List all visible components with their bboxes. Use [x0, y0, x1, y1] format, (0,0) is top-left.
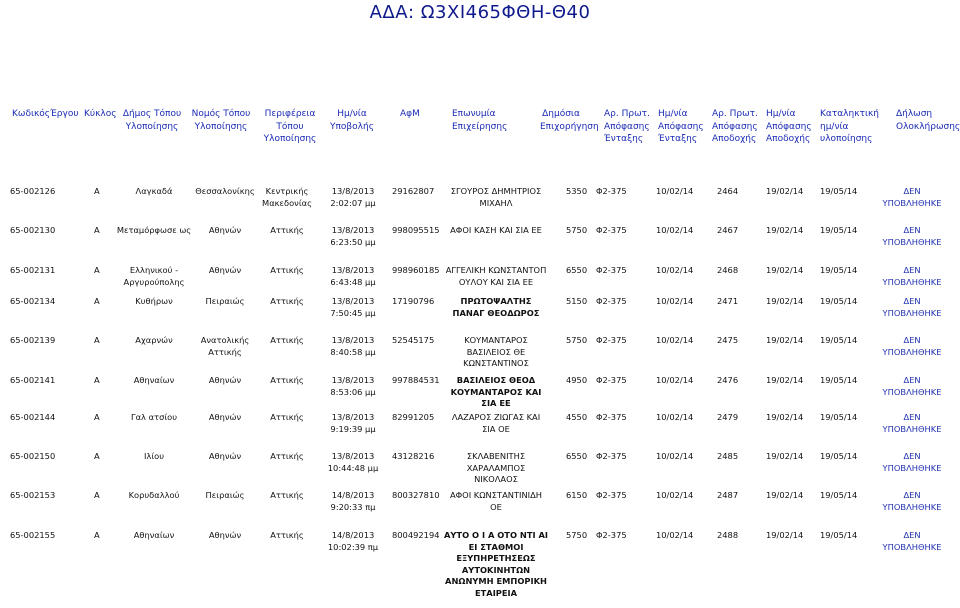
cell-date-entaxis: 10/02/14 [656, 490, 694, 500]
cell-nomos: Αθηνών [208, 265, 242, 275]
cell-date-entaxis: 10/02/14 [656, 186, 694, 196]
cell-perifereia: Αττικής [270, 530, 304, 540]
cell-time: 10:44:48 μμ [327, 462, 379, 473]
cell-prot-entaxis: Φ2-375 [596, 490, 627, 500]
cell-date-apodoxis: 19/02/14 [766, 265, 804, 275]
cell-name: ΚΟΥΜΑΝΤΑΡΟΣ ΒΑΣΙΛΕΙΟΣ ΘΕ ΚΩΝΣΤΑΝΤΙΝΟΣ [463, 335, 529, 368]
cell-afm: 29162807 [392, 186, 435, 196]
cell-subsidy: 4950 [566, 375, 588, 385]
cell-prot-entaxis: Φ2-375 [596, 296, 627, 306]
cell-name: ΛΑΖΑΡΟΣ ΖΙΩΓΑΣ ΚΑΙ ΣΙΑ ΟΕ [451, 412, 541, 434]
cell-nomos: Θεσσαλονίκης [195, 186, 255, 196]
cell-prot-apodoxis: 2487 [717, 490, 739, 500]
cell-afm: 43128216 [392, 451, 435, 461]
cell-date: 13/8/2013 [331, 375, 375, 385]
cell-submission-datetime [326, 530, 380, 553]
cell-time: 7:50:45 μμ [330, 307, 376, 318]
cell-afm: 800492194 [392, 530, 440, 540]
cell-deadline: 19/05/14 [820, 225, 858, 235]
cell-nomos: Αθηνών [208, 530, 242, 540]
cell-cycle: Α [94, 375, 100, 385]
cell-submission-datetime [326, 225, 380, 248]
cell-cycle: Α [94, 490, 100, 500]
cell-code: 65-002130 [10, 225, 56, 235]
cell-name: ΑΥΤΟ Ο Ι Α ΟΤΟ ΝΤΙ ΑΙ ΕΙ ΣΤΑΘΜΟΙ ΕΞΥΠΗΡΕΤΗΣΕΩΣ ΑΥΤΟΚΙΝΗΤΩΝ ΑΝΩΝΥΜΗ ΕΜΠΟΡΙΚΗ ΕΤΑΙΡΕΙΑ [444, 530, 548, 598]
status-text: ΔΕΝ ΥΠΟΒΛΗΘΗΚΕ [882, 186, 942, 208]
cell-dimos: Ιλίου [143, 451, 165, 461]
cell-dimos: Αχαρνών [135, 335, 173, 345]
cell-date-apodoxis: 19/02/14 [766, 375, 804, 385]
cell-date-apodoxis: 19/02/14 [766, 335, 804, 345]
cell-date-entaxis: 10/02/14 [656, 335, 694, 345]
cell-subsidy: 5750 [566, 530, 588, 540]
cell-deadline: 19/05/14 [820, 335, 858, 345]
cell-time: 9:19:39 μμ [330, 423, 376, 434]
cell-code: 65-002144 [10, 412, 56, 422]
column-header: Αρ. Πρωτ. Απόφασης Ένταξης [604, 109, 650, 144]
cell-prot-entaxis: Φ2-375 [596, 375, 627, 385]
cell-submission-datetime [326, 375, 380, 398]
status-text: ΔΕΝ ΥΠΟΒΛΗΘΗΚΕ [882, 412, 942, 434]
cell-deadline: 19/05/14 [820, 265, 858, 275]
cell-time: 6:23:50 μμ [330, 236, 376, 247]
cell-code: 65-002153 [10, 490, 56, 500]
cell-date: 13/8/2013 [331, 186, 375, 196]
cell-prot-entaxis: Φ2-375 [596, 225, 627, 235]
cell-perifereia: Αττικής [270, 265, 304, 275]
cell-deadline: 19/05/14 [820, 296, 858, 306]
cell-dimos: Γαλ ατσίου [130, 412, 178, 422]
cell-code: 65-002155 [10, 530, 56, 540]
column-header: Περιφέρεια Τόπου Υλοποίησης [263, 109, 317, 144]
cell-subsidy: 6550 [566, 451, 588, 461]
column-header: Κύκλος [84, 109, 117, 119]
cell-cycle: Α [94, 296, 100, 306]
cell-perifereia: Κεντρικής Μακεδονίας [262, 186, 312, 208]
column-header: Δήλωση Ολοκλήρωσης [896, 109, 960, 132]
column-header: Νομός Τόπου Υλοποίησης [191, 109, 251, 132]
cell-code: 65-002150 [10, 451, 56, 461]
cell-date-entaxis: 10/02/14 [656, 451, 694, 461]
cell-prot-apodoxis: 2476 [717, 375, 739, 385]
ada-label: ΑΔΑ: Ω3ΧΙ465ΦΘΗ-Θ40 [369, 2, 591, 23]
cell-time: 6:43:48 μμ [330, 276, 376, 287]
cell-afm: 52545175 [392, 335, 435, 345]
cell-perifereia: Αττικής [270, 225, 304, 235]
cell-prot-apodoxis: 2488 [717, 530, 739, 540]
cell-name: ΣΚΛΑΒΕΝΙΤΗΣ ΧΑΡΑΛΑΜΠΟΣ ΝΙΚΟΛΑΟΣ [466, 451, 526, 484]
cell-prot-apodoxis: 2464 [717, 186, 739, 196]
cell-dimos: Κυθήρων [135, 296, 173, 306]
cell-submission-datetime [326, 265, 380, 288]
cell-afm: 800327810 [392, 490, 440, 500]
cell-date: 14/8/2013 [331, 490, 375, 500]
cell-afm: 998095515 [392, 225, 440, 235]
status-text: ΔΕΝ ΥΠΟΒΛΗΘΗΚΕ [882, 530, 942, 552]
cell-prot-entaxis: Φ2-375 [596, 412, 627, 422]
cell-name: ΑΦΟΙ ΚΑΣΗ ΚΑΙ ΣΙΑ ΕΕ [450, 225, 542, 235]
cell-name: ΑΦΟΙ ΚΩΝΣΤΑΝΤΙΝΙΔΗ ΟΕ [449, 490, 543, 512]
cell-code: 65-002141 [10, 375, 56, 385]
cell-perifereia: Αττικής [270, 490, 304, 500]
cell-time: 8:53:06 μμ [330, 386, 376, 397]
cell-cycle: Α [94, 412, 100, 422]
cell-deadline: 19/05/14 [820, 530, 858, 540]
cell-time: 9:20:33 πμ [330, 501, 376, 512]
cell-code: 65-002126 [10, 186, 56, 196]
cell-date: 13/8/2013 [331, 296, 375, 306]
cell-deadline: 19/05/14 [820, 186, 858, 196]
status-text: ΔΕΝ ΥΠΟΒΛΗΘΗΚΕ [882, 225, 942, 247]
cell-nomos: Ανατολικής Αττικής [200, 335, 250, 357]
cell-date-entaxis: 10/02/14 [656, 265, 694, 275]
cell-date-apodoxis: 19/02/14 [766, 451, 804, 461]
cell-time: 10:02:39 πμ [327, 541, 379, 552]
cell-dimos: Αθηναίων [133, 375, 175, 385]
cell-code: 65-002131 [10, 265, 56, 275]
cell-prot-entaxis: Φ2-375 [596, 186, 627, 196]
status-text: ΔΕΝ ΥΠΟΒΛΗΘΗΚΕ [882, 265, 942, 287]
cell-nomos: Αθηνών [208, 451, 242, 461]
cell-cycle: Α [94, 265, 100, 275]
cell-perifereia: Αττικής [270, 335, 304, 345]
cell-code: 65-002134 [10, 296, 56, 306]
cell-cycle: Α [94, 225, 100, 235]
cell-submission-datetime [326, 296, 380, 319]
cell-date-entaxis: 10/02/14 [656, 530, 694, 540]
cell-time: 2:02:07 μμ [330, 197, 376, 208]
column-header: ΑφΜ [400, 109, 420, 119]
cell-nomos: Αθηνών [208, 225, 242, 235]
cell-subsidy: 5350 [566, 186, 588, 196]
cell-name: ΠΡΩΤΟΨΑΛΤΗΣ ΠΑΝΑΓ ΘΕΟΔΩΡΟΣ [452, 296, 540, 318]
column-header: Ημ/νία Απόφασης Αποδοχής [766, 109, 812, 144]
status-text: ΔΕΝ ΥΠΟΒΛΗΘΗΚΕ [882, 451, 942, 473]
column-header: Αρ. Πρωτ. Απόφασης Αποδοχής [712, 109, 758, 144]
cell-date: 13/8/2013 [331, 412, 375, 422]
cell-subsidy: 4550 [566, 412, 588, 422]
cell-date-entaxis: 10/02/14 [656, 375, 694, 385]
cell-subsidy: 5750 [566, 335, 588, 345]
cell-time: 8:40:58 μμ [330, 346, 376, 357]
cell-code: 65-002139 [10, 335, 56, 345]
cell-subsidy: 5150 [566, 296, 588, 306]
cell-deadline: 19/05/14 [820, 412, 858, 422]
cell-nomos: Αθηνών [208, 412, 242, 422]
cell-submission-datetime [326, 412, 380, 435]
cell-deadline: 19/05/14 [820, 375, 858, 385]
column-header: Ημ/νία Υποβολής [330, 109, 374, 132]
cell-prot-apodoxis: 2479 [717, 412, 739, 422]
cell-prot-apodoxis: 2467 [717, 225, 739, 235]
cell-name: ΣΓΟΥΡΟΣ ΔΗΜΗΤΡΙΟΣ ΜΙΧΑΗΛ [450, 186, 542, 208]
status-text: ΔΕΝ ΥΠΟΒΛΗΘΗΚΕ [882, 296, 942, 318]
cell-dimos: Αθηναίων [133, 530, 175, 540]
cell-date: 13/8/2013 [331, 451, 375, 461]
cell-cycle: Α [94, 335, 100, 345]
cell-perifereia: Αττικής [270, 375, 304, 385]
cell-perifereia: Αττικής [270, 412, 304, 422]
cell-date-apodoxis: 19/02/14 [766, 296, 804, 306]
cell-date-entaxis: 10/02/14 [656, 296, 694, 306]
cell-perifereia: Αττικής [270, 451, 304, 461]
column-header: Δημόσια Επιχορήγηση [540, 109, 599, 132]
cell-prot-apodoxis: 2468 [717, 265, 739, 275]
cell-afm: 998960185 [392, 265, 440, 275]
cell-nomos: Πειραιώς [205, 296, 245, 306]
cell-dimos: Ελληνικού - Αργυρούπολης [123, 265, 185, 287]
cell-date: 14/8/2013 [331, 530, 375, 540]
cell-nomos: Πειραιώς [205, 490, 245, 500]
cell-afm: 17190796 [392, 296, 435, 306]
cell-nomos: Αθηνών [208, 375, 242, 385]
column-header: Επωνυμία Επιχείρησης [452, 109, 508, 132]
status-text: ΔΕΝ ΥΠΟΒΛΗΘΗΚΕ [882, 490, 942, 512]
cell-prot-entaxis: Φ2-375 [596, 265, 627, 275]
cell-cycle: Α [94, 530, 100, 540]
cell-submission-datetime [326, 490, 380, 513]
cell-prot-entaxis: Φ2-375 [596, 530, 627, 540]
cell-dimos: Κορυδαλλού [128, 490, 180, 500]
cell-date-apodoxis: 19/02/14 [766, 186, 804, 196]
cell-prot-apodoxis: 2475 [717, 335, 739, 345]
cell-prot-entaxis: Φ2-375 [596, 335, 627, 345]
cell-subsidy: 6550 [566, 265, 588, 275]
cell-afm: 82991205 [392, 412, 435, 422]
cell-perifereia: Αττικής [270, 296, 304, 306]
status-text: ΔΕΝ ΥΠΟΒΛΗΘΗΚΕ [882, 375, 942, 397]
cell-cycle: Α [94, 451, 100, 461]
cell-dimos: Λαγκαδά [135, 186, 173, 196]
cell-date: 13/8/2013 [331, 225, 375, 235]
status-text: ΔΕΝ ΥΠΟΒΛΗΘΗΚΕ [882, 335, 942, 357]
cell-subsidy: 5750 [566, 225, 588, 235]
cell-date-apodoxis: 19/02/14 [766, 412, 804, 422]
cell-dimos: Μεταμόρφωσε ως [116, 225, 192, 235]
cell-submission-datetime [326, 335, 380, 358]
column-header: Δήμος Τόπου Υλοποίησης [122, 109, 182, 132]
cell-submission-datetime [326, 451, 380, 474]
cell-date-apodoxis: 19/02/14 [766, 490, 804, 500]
column-header: Καταληκτική ημ/νία υλοποίησης [820, 109, 879, 144]
cell-prot-apodoxis: 2471 [717, 296, 739, 306]
cell-subsidy: 6150 [566, 490, 588, 500]
cell-name: ΒΑΣΙΛΕΙΟΣ ΘΕΟΔ ΚΟΥΜΑΝΤΑΡΟΣ ΚΑΙ ΣΙΑ ΕΕ [450, 375, 542, 408]
cell-deadline: 19/05/14 [820, 451, 858, 461]
cell-afm: 997884531 [392, 375, 440, 385]
cell-submission-datetime [326, 186, 380, 209]
cell-date-apodoxis: 19/02/14 [766, 530, 804, 540]
cell-deadline: 19/05/14 [820, 490, 858, 500]
cell-prot-apodoxis: 2485 [717, 451, 739, 461]
cell-cycle: Α [94, 186, 100, 196]
cell-date: 13/8/2013 [331, 335, 375, 345]
cell-date: 13/8/2013 [331, 265, 375, 275]
cell-date-apodoxis: 19/02/14 [766, 225, 804, 235]
cell-date-entaxis: 10/02/14 [656, 412, 694, 422]
cell-date-entaxis: 10/02/14 [656, 225, 694, 235]
cell-prot-entaxis: Φ2-375 [596, 451, 627, 461]
column-header: ΚωδικόςΈργου [12, 109, 79, 119]
cell-name: ΑΓΓΕΛΙΚΗ ΚΩΝΣΤΑΝΤΟΠ ΟΥΛΟΥ ΚΑΙ ΣΙΑ ΕΕ [445, 265, 547, 287]
column-header: Ημ/νία Απόφασης Ένταξης [658, 109, 704, 144]
